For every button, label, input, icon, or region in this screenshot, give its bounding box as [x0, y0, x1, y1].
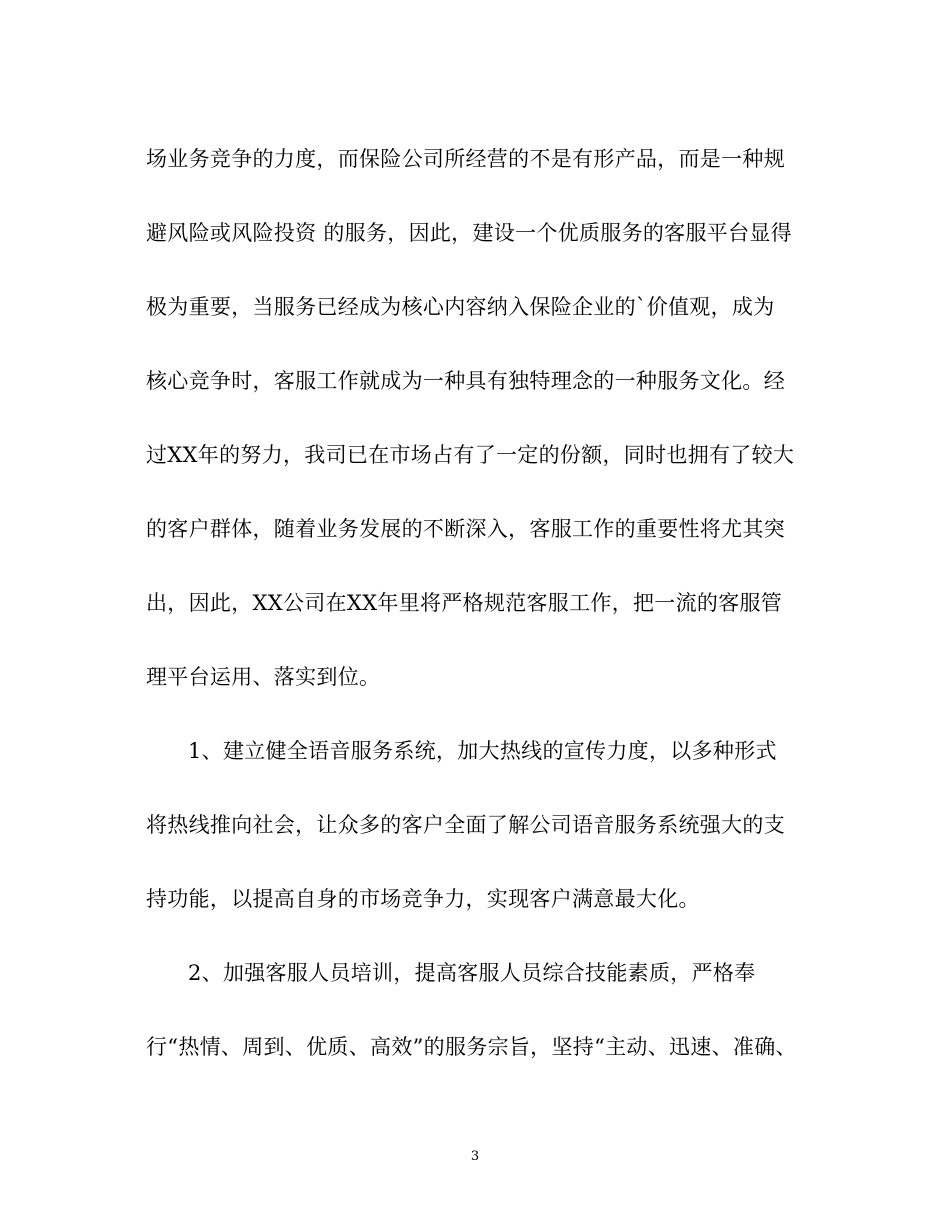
text-line: 避风险或风险投资 的服务，因此，建设一个优质服务的客服平台显得	[146, 221, 792, 245]
text-line: 行“热情、周到、优质、高效”的服务宗旨，坚持“主动、迅速、准确、	[146, 1035, 797, 1059]
page-number: 3	[470, 1149, 480, 1164]
body-text	[146, 139, 816, 1101]
text-line: 持功能，以提高自身的市场竞争力，实现客户满意最大化。	[146, 887, 700, 911]
text-line: 的客户群体，随着业务发展的不断深入，客服工作的重要性将尤其突	[146, 517, 785, 541]
text-line: 过XX年的努力，我司已在市场占有了一定的份额，同时也拥有了较大	[146, 443, 795, 467]
text-line: 极为重要，当服务已经成为核心内容纳入保险企业的`价值观，成为	[146, 295, 775, 319]
text-line: 场业务竞争的力度，而保险公司所经营的不是有形产品，而是一种规	[146, 147, 785, 171]
list-item-2-line: 2、加强客服人员培训，提高客服人员综合技能素质，严格奉	[188, 961, 756, 985]
text-line: 出，因此，XX公司在XX年里将严格规范客服工作，把一流的客服管	[146, 591, 783, 615]
list-item-1-line: 1、建立健全语音服务系统，加大热线的宣传力度，以多种形式	[188, 739, 777, 763]
text-line: 将热线推向社会，让众多的客户全面了解公司语音服务系统强大的支	[146, 813, 785, 837]
text-line: 核心竞争时，客服工作就成为一种具有独特理念的一种服务文化。经	[146, 369, 785, 393]
text-line: 理平台运用、落实到位。	[146, 665, 381, 689]
